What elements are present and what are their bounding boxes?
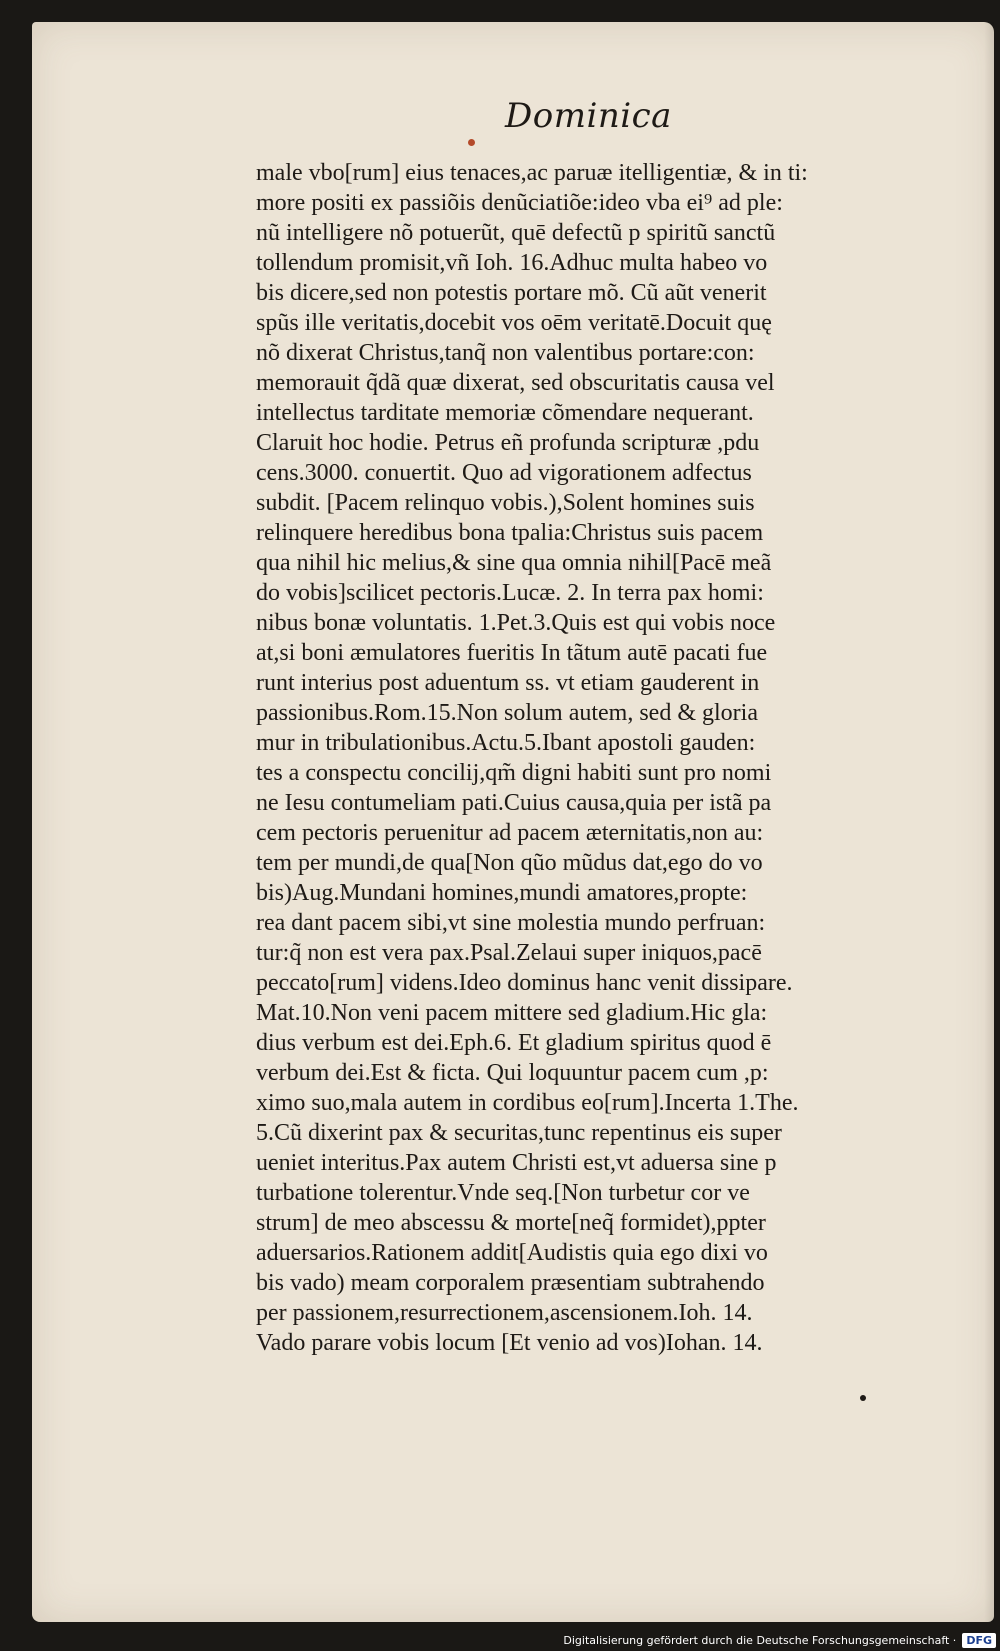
text-line: rea dant pacem sibi,vt sine molestia mundo perfruan:: [256, 910, 766, 936]
text-line: Claruit hoc hodie. Petrus eñ profunda scripturæ ,pdu: [256, 430, 760, 456]
text-line: bis dicere,sed non potestis portare mõ. Cũ aũt venerit: [256, 280, 767, 306]
running-title: Dominica: [505, 96, 672, 136]
footer-credit-text: Digitalisierung gefördert durch die Deutsche Forschungsgemeinschaft ·: [563, 1634, 957, 1647]
text-line: Vado parare vobis locum [Et venio ad vos)Iohan. 14.: [256, 1330, 763, 1356]
text-line: verbum dei.Est & ficta. Qui loquuntur pacem cum ,p:: [256, 1060, 769, 1086]
text-line: intellectus tarditate memoriæ cõmendare nequerant.: [256, 400, 754, 426]
text-line: nõ dixerat Christus,tanq̃ non valentibus portare:con:: [256, 340, 755, 366]
text-line: bis)Aug.Mundani homines,mundi amatores,propte:: [256, 880, 748, 906]
text-line: memorauit q̃dã quæ dixerat, sed obscuritatis causa vel: [256, 370, 775, 396]
text-line: cem pectoris peruenitur ad pacem æternitatis,non au:: [256, 820, 764, 846]
text-line: per passionem,resurrectionem,ascensionem.Ioh. 14.: [256, 1300, 753, 1326]
text-line: peccato[rum] videns.Ideo dominus hanc venit dissipare.: [256, 970, 793, 996]
text-line: dius verbum est dei.Eph.6. Et gladium spiritus quod ē: [256, 1030, 772, 1056]
text-line: do vobis]scilicet pectoris.Lucæ. 2. In terra pax homi:: [256, 580, 764, 606]
text-line: tollendum promisit,vñ Ioh. 16.Adhuc multa habeo vo: [256, 250, 768, 276]
text-line: male vbo[rum] eius tenaces,ac paruæ itelligentiæ, & in ti:: [256, 160, 808, 186]
text-line: subdit. [Pacem relinquo vobis.),Solent homines suis: [256, 490, 755, 516]
text-line: cens.3000. conuertit. Quo ad vigorationem adfectus: [256, 460, 752, 486]
page-edge-shadow: [984, 22, 994, 1622]
text-line: qua nihil hic melius,& sine qua omnia nihil[Pacē meã: [256, 550, 772, 576]
text-line: Mat.10.Non veni pacem mittere sed gladium.Hic gla:: [256, 1000, 768, 1026]
text-line: at,si boni æmulatores fueritis In tãtum autē pacati fue: [256, 640, 768, 666]
text-line: strum] de meo abscessu & morte[neq̃ formidet),ppter: [256, 1210, 766, 1236]
footer-credit-bar: [563, 1632, 996, 1649]
text-line: aduersarios.Rationem addit[Audistis quia ego dixi vo: [256, 1240, 768, 1266]
text-line: tem per mundi,de qua[Non qũo mũdus dat,ego do vo: [256, 850, 763, 876]
text-line: runt interius post aduentum ss. vt etiam gauderent in: [256, 670, 760, 696]
body-text: [256, 158, 916, 1358]
text-line: nũ intelligere nõ potuerũt, quē defectũ p spiritũ sanctũ: [256, 220, 776, 246]
text-line: ximo suo,mala autem in cordibus eo[rum].Incerta 1.The.: [256, 1090, 799, 1116]
text-line: passionibus.Rom.15.Non solum autem, sed & gloria: [256, 700, 758, 726]
text-line: nibus bonæ voluntatis. 1.Pet.3.Quis est qui vobis noce: [256, 610, 776, 636]
ink-dot: [860, 1395, 866, 1401]
red-ink-mark: [468, 139, 475, 146]
text-line: mur in tribulationibus.Actu.5.Ibant apostoli gauden:: [256, 730, 756, 756]
text-line: 5.Cũ dixerint pax & securitas,tunc repentinus eis super: [256, 1120, 782, 1146]
text-line: more positi ex passiõis denũciatiõe:ideo vba ei⁹ ad ple:: [256, 190, 783, 216]
text-line: ueniet interitus.Pax autem Christi est,vt aduersa sine p: [256, 1150, 777, 1176]
text-line: tur:q̃ non est vera pax.Psal.Zelaui super iniquos,pacē: [256, 940, 762, 966]
text-line: ne Iesu contumeliam pati.Cuius causa,quia per istã pa: [256, 790, 772, 816]
text-line: bis vado) meam corporalem præsentiam subtrahendo: [256, 1270, 765, 1296]
text-line: relinquere heredibus bona tpalia:Christus suis pacem: [256, 520, 764, 546]
text-line: turbatione tolerentur.Vnde seq.[Non turbetur cor ve: [256, 1180, 750, 1206]
text-line: spũs ille veritatis,docebit vos oēm veritatē.Docuit quę: [256, 310, 772, 336]
dfg-logo: DFG: [962, 1633, 996, 1648]
text-line: tes a conspectu concilij,qm̃ digni habiti sunt pro nomi: [256, 760, 772, 786]
